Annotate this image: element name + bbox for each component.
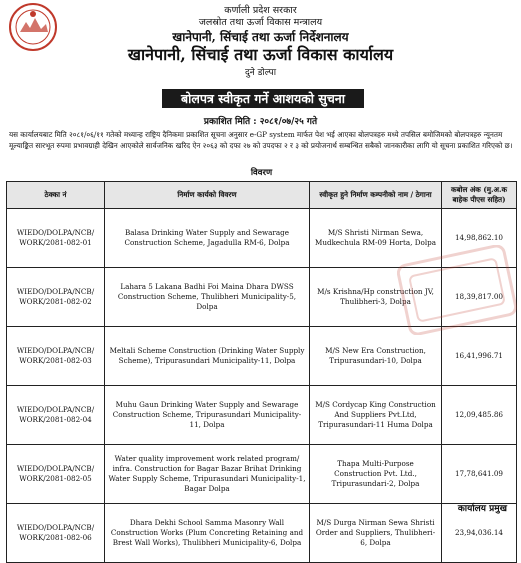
directorate-name: खानेपानी, सिंचाई तथा ऊर्जा निर्देशनालय (172, 30, 349, 44)
company: M/S New Era Construction, Tripurasundari-10, Dolpa (310, 327, 442, 386)
bid-amount: 16,41,996.71 (442, 327, 517, 386)
table-row (7, 445, 517, 504)
intro-paragraph: यस कार्यालयबाट मिति २०८१/०६/११ गतेको मध्यान्ह राष्ट्रिय दैनिकमा प्रकाशित सूचना अनुसार e-GP system मार्फत पेश भई आएका बोलपत्रहरु मध्ये तपसिल बमोजिमको बोलपत्रहरु न्यूनतम मूल्याङ्कित सारभूत रुपमा प्रभावग्राही देखिन आएकोले सार्वजनिक खरिद ऐन २०६३ को दफा २७ को उपदफा २ र ३ को प्रयोजनार्थ सम्बन्धित सबैको जानकारीका लागि यो सूचना प्रकाशित गरिएको छ। (9, 130, 513, 150)
work-description: Balasa Drinking Water Supply and Sewarage Construction Scheme, Jagadulla RM-6, Dolpa (105, 209, 310, 268)
ministry-name: जलस्रोत तथा ऊर्जा विकास मन्त्रालय (198, 17, 323, 28)
notice-title: बोलपत्र स्वीकृत गर्ने आशयको सुचना (162, 89, 364, 108)
office-location: दुने डोल्पा (244, 68, 277, 78)
office-chief-signature-label: कार्यालय प्रमुख (457, 504, 507, 514)
work-description: Lahara 5 Lakana Badhi Foi Maina Dhara DWSS Construction Scheme, Thulibheri Municipality-5, Dolpa (105, 268, 310, 327)
company: Thapa Multi-Purpose Construction Pvt. Ltd., Tripurasundari-2, Dolpa (310, 445, 442, 504)
company: M/S Cordycap King Construction And Suppliers Pvt.Ltd, Tripurasundari-11 Huma Dolpa (310, 386, 442, 445)
contract-no: WIEDO/DOLPA/NCB/ WORK/2081-082-06 (7, 504, 105, 563)
bid-amount: 23,94,036.14 (442, 504, 517, 563)
table-row (7, 504, 517, 563)
bid-amount: 17,78,641.09 (442, 445, 517, 504)
header-company: स्वीकृत हुने निर्माण कम्पनीको नाम / ठेगाना (310, 182, 442, 209)
contract-no: WIEDO/DOLPA/NCB/ WORK/2081-082-02 (7, 268, 105, 327)
bid-amount: 14,98,862.10 (442, 209, 517, 268)
work-description: Dhara Dekhi School Samma Masonry Wall Construction Works (Plum Concreting Retaining and Brest Wall Works), Thulibheri Municipality-6, Dolpa (105, 504, 310, 563)
table-header-row (7, 182, 517, 209)
header-contract-no: ठेक्का नं (7, 182, 105, 209)
watermark-stamp-icon (397, 245, 517, 335)
published-date: प्रकाशित मिति : २०८१/०७/२५ गते (203, 117, 318, 127)
contract-no: WIEDO/DOLPA/NCB/ WORK/2081-082-01 (7, 209, 105, 268)
contract-no: WIEDO/DOLPA/NCB/ WORK/2081-082-05 (7, 445, 105, 504)
contract-no: WIEDO/DOLPA/NCB/ WORK/2081-082-03 (7, 327, 105, 386)
work-description: Water quality improvement work related program/ infra. Construction for Bagar Bazar Brihat Drinking Water Supply Scheme, Tripurasundari Municipality-1, Bagar Dolpa (105, 445, 310, 504)
bid-amount: 18,39,817.00 (442, 268, 517, 327)
header-work-description: निर्माण कार्यको विवरण (105, 182, 310, 209)
table-row (7, 386, 517, 445)
office-name: खानेपानी, सिंचाई तथा ऊर्जा विकास कार्यालय (127, 45, 394, 64)
table-row (7, 327, 517, 386)
contract-no: WIEDO/DOLPA/NCB/ WORK/2081-082-04 (7, 386, 105, 445)
bid-amount: 12,09,485.86 (442, 386, 517, 445)
work-description: Muhu Gaun Drinking Water Supply and Sewarage Construction Scheme, Tripurasundari Municipality-11, Dolpa (105, 386, 310, 445)
section-title: विवरण (250, 168, 273, 178)
company: M/s Krishna/Hp construction JV, Thulibheri-3, Dolpa (310, 268, 442, 327)
contract-table (6, 181, 517, 563)
company: M/S Durga Nirman Sewa Shristi Order and Suppliers, Thulibheri-6, Dolpa (310, 504, 442, 563)
header-bid-amount: कबोल अंक (मु.अ.क बाहेक पीएस सहित) (442, 182, 517, 209)
province-government: कर्णाली प्रदेश सरकार (224, 5, 297, 16)
work-description: Meltali Scheme Construction (Drinking Water Supply Scheme), Tripurasundari Municipality-11, Dolpa (105, 327, 310, 386)
company: M/S Shristi Nirman Sewa, Mudkechula RM-09 Horta, Dolpa (310, 209, 442, 268)
